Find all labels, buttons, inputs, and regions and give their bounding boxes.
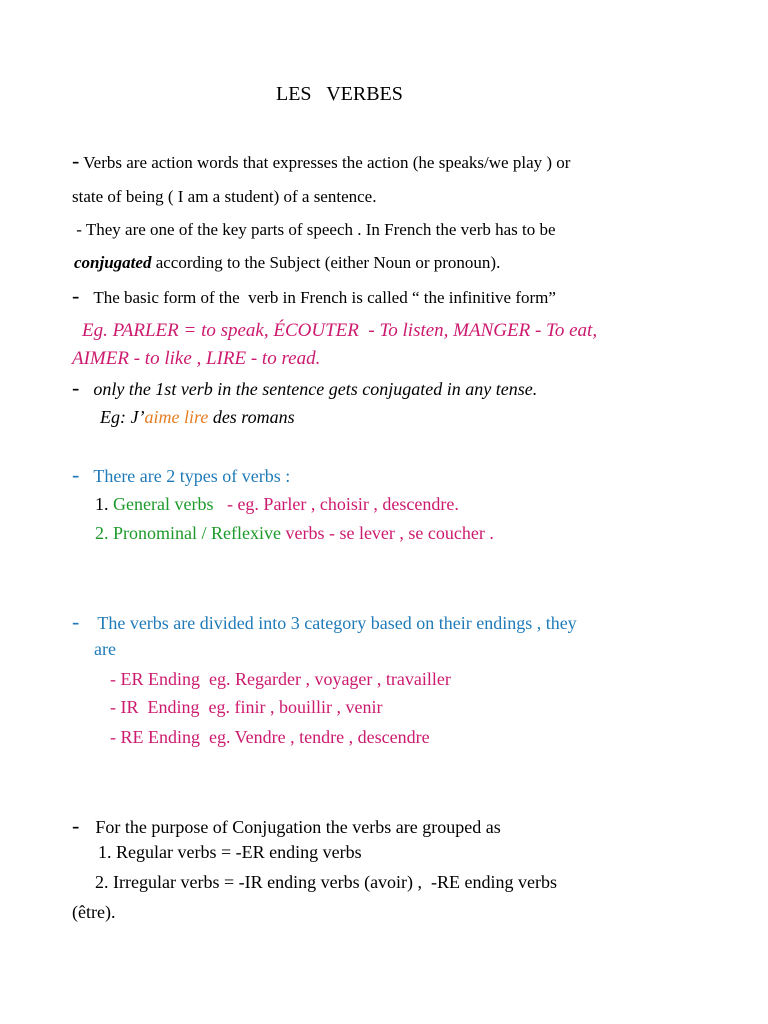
definition-line-2: state of being ( I am a student) of a sentence. <box>72 187 377 206</box>
infinitive-text: The basic form of the verb in French is called “ the infinitive form” <box>93 288 556 307</box>
examples-line-1: Eg. PARLER = to speak, ÉCOUTER - To listen, MANGER - To eat, <box>82 320 598 341</box>
category-re: - RE Ending eg. Vendre , tendre , descendre <box>110 727 430 747</box>
types-heading-text: There are 2 types of verbs : <box>93 466 291 486</box>
paragraph-verbs-definition <box>72 150 570 172</box>
bullet-dash: - <box>72 283 80 308</box>
group-item-1: 1. Regular verbs = -ER ending verbs <box>98 842 362 862</box>
page-title: LES VERBES <box>276 83 403 105</box>
key-parts-rest: according to the Subject (either Noun or pronoun). <box>151 253 501 272</box>
key-parts-line-1: - They are one of the key parts of speech . In French the verb has to be <box>72 220 556 239</box>
type-item-1-number: 1. <box>95 494 113 514</box>
examples-line-2: AIMER - to like , LIRE - to read. <box>72 348 321 369</box>
example-prefix: Eg: J’ <box>100 407 145 427</box>
categories-heading-line-1: The verbs are divided into 3 category based on their endings , they <box>97 613 577 633</box>
definition-line-1: Verbs are action words that expresses the action (he speaks/we play ) or <box>79 153 571 172</box>
infinitive-paragraph <box>72 285 556 307</box>
key-parts-line-2 <box>74 254 500 271</box>
types-heading <box>72 464 290 486</box>
bullet-dash: - <box>72 375 80 400</box>
groups-heading <box>72 815 501 837</box>
type-item-1-label: General verbs <box>113 494 218 514</box>
group-item-2-line-2: (être). <box>72 902 116 922</box>
bullet-dash: - <box>72 462 80 487</box>
bullet-dash: - <box>72 609 80 634</box>
category-er: - ER Ending eg. Regarder , voyager , travailler <box>110 669 451 689</box>
bullet-dash: - <box>72 148 80 173</box>
bullet-dash: - <box>72 813 80 838</box>
conjugated-word: conjugated <box>74 253 152 272</box>
first-verb-text: only the 1st verb in the sentence gets conjugated in any tense. <box>93 379 538 399</box>
type-item-1 <box>95 495 459 513</box>
type-item-2 <box>95 524 494 542</box>
group-item-2-line-1: 2. Irregular verbs = -IR ending verbs (avoir) , -RE ending verbs <box>95 872 558 892</box>
example-suffix: des romans <box>208 407 295 427</box>
example-highlight: aime lire <box>144 407 209 427</box>
categories-heading-line-2: are <box>94 639 116 659</box>
groups-heading-text: For the purpose of Conjugation the verbs are grouped as <box>95 817 501 837</box>
first-verb-paragraph <box>72 377 537 399</box>
type-item-1-examples: - eg. Parler , choisir , descendre. <box>217 494 459 514</box>
example-sentence <box>100 408 295 426</box>
categories-heading <box>72 611 577 633</box>
type-item-2-label: 2. Pronominal / Reflexive <box>95 523 286 543</box>
type-item-2-examples: verbs - se lever , se coucher . <box>285 523 494 543</box>
category-ir: - IR Ending eg. finir , bouillir , venir <box>110 697 383 717</box>
